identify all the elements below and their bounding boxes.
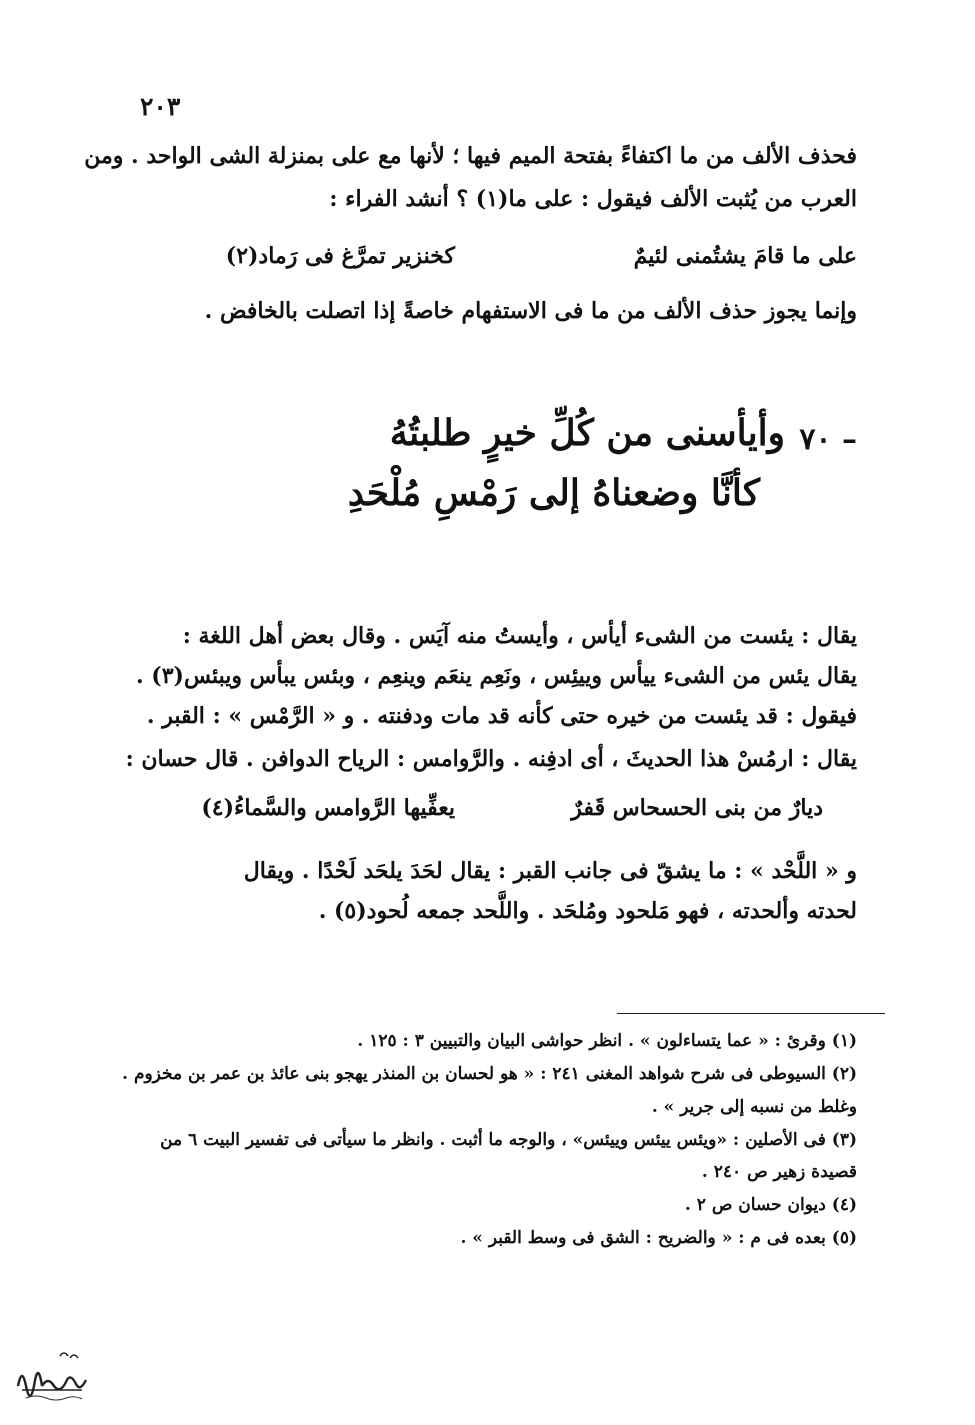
verse-1-second-hemistich: كخنزير تمرَّغ فى رَماد(٢) xyxy=(225,243,455,269)
footnote-1: (١) وقرئ : « عما يتساءلون » . انظر حواشى البيان والتبيين ٣ : ١٢٥ . xyxy=(357,1031,857,1051)
footnote-2: (٢) السيوطى فى شرح شواهد المغنى ٢٤١ : « هو لحسان بن المنذر يهجو بنى عائذ بن عمر بن مخزوم . xyxy=(122,1064,857,1084)
verse-1-first-hemistich: على ما قامَ يشتُمنى لئيمٌ xyxy=(633,243,857,269)
explanation-line-7: لحدته وألحدته ، فهو مَلحود ومُلحَد . واللَّحد جمعه لُحود(٥) . xyxy=(318,898,857,924)
explanation-line-4: يقال : ارمُسْ هذا الحديثَ ، أى ادفِنه . والرَّوامس : الرياح الدوافن . قال حسان : xyxy=(125,746,857,772)
verse-2-second-hemistich: يعفِّيها الرَّوامس والسَّماءُ(٤) xyxy=(201,795,455,821)
explanation-line-2: يقال يئس من الشىء ييأس وييئِس ، ونَعِم ينعَم وينعِم ، وبئس يبأس ويبئس(٣) . xyxy=(135,663,857,689)
explanation-line-1: يقال : يئست من الشىء أيأس ، وأيستُ منه آيَس . وقال بعض أهل اللغة : xyxy=(182,623,857,649)
intro-line-4: وإنما يجوز حذف الألف من ما فى الاستفهام خاصةً إذا اتصلت بالخافض . xyxy=(204,298,857,324)
footnote-divider xyxy=(617,1013,885,1014)
explanation-line-3: فيقول : قد يئست من خيره حتى كأنه قد مات ودفنته . و « الرَّمْس » : القبر . xyxy=(146,703,857,729)
footnote-3: (٣) فى الأصلين : «ويئس ييئس وييئس» ، والوجه ما أثبت . وانظر ما سيأتى فى تفسير البيت ٦ من xyxy=(160,1130,857,1150)
explanation-line-6: و « اللَّحْد » : ما يشقّ فى جانب القبر : يقال لحَدَ يلحَد لَحْدًا . ويقال xyxy=(243,858,857,884)
footnote-4: (٤) ديوان حسان ص ٢ . xyxy=(684,1195,857,1215)
verse-2-first-hemistich: ديارٌ من بنى الحسحاس قَفرٌ xyxy=(571,795,823,821)
intro-line-2: العرب من يُثبت الألف فيقول : على ما(١) ؟ أنشد الفراء : xyxy=(329,186,857,212)
poem-line-2: كأنَّا وضعناهُ إلى رَمْسِ مُلْحَدِ xyxy=(347,472,760,514)
poem-line-1: وأيأسنى من كُلِّ خيرٍ طلبتُهُ xyxy=(389,412,785,454)
page-number: ٢٠٣ xyxy=(140,92,181,121)
verse-number: ٧٠ – xyxy=(799,422,857,457)
intro-line-1: فحذف الألف من ما اكتفاءً بفتحة الميم فيها ؛ لأنها مع على بمنزلة الشى الواحد . ومن xyxy=(84,143,857,169)
footnote-2-continued: وغلط من نسبه إلى جرير » . xyxy=(651,1097,857,1117)
watermark-logo xyxy=(12,1346,92,1408)
footnote-3-continued: قصيدة زهير ص ٢٤٠ . xyxy=(701,1162,857,1182)
footnote-5: (٥) بعده فى م : « والضريح : الشق فى وسط القبر » . xyxy=(460,1228,857,1248)
